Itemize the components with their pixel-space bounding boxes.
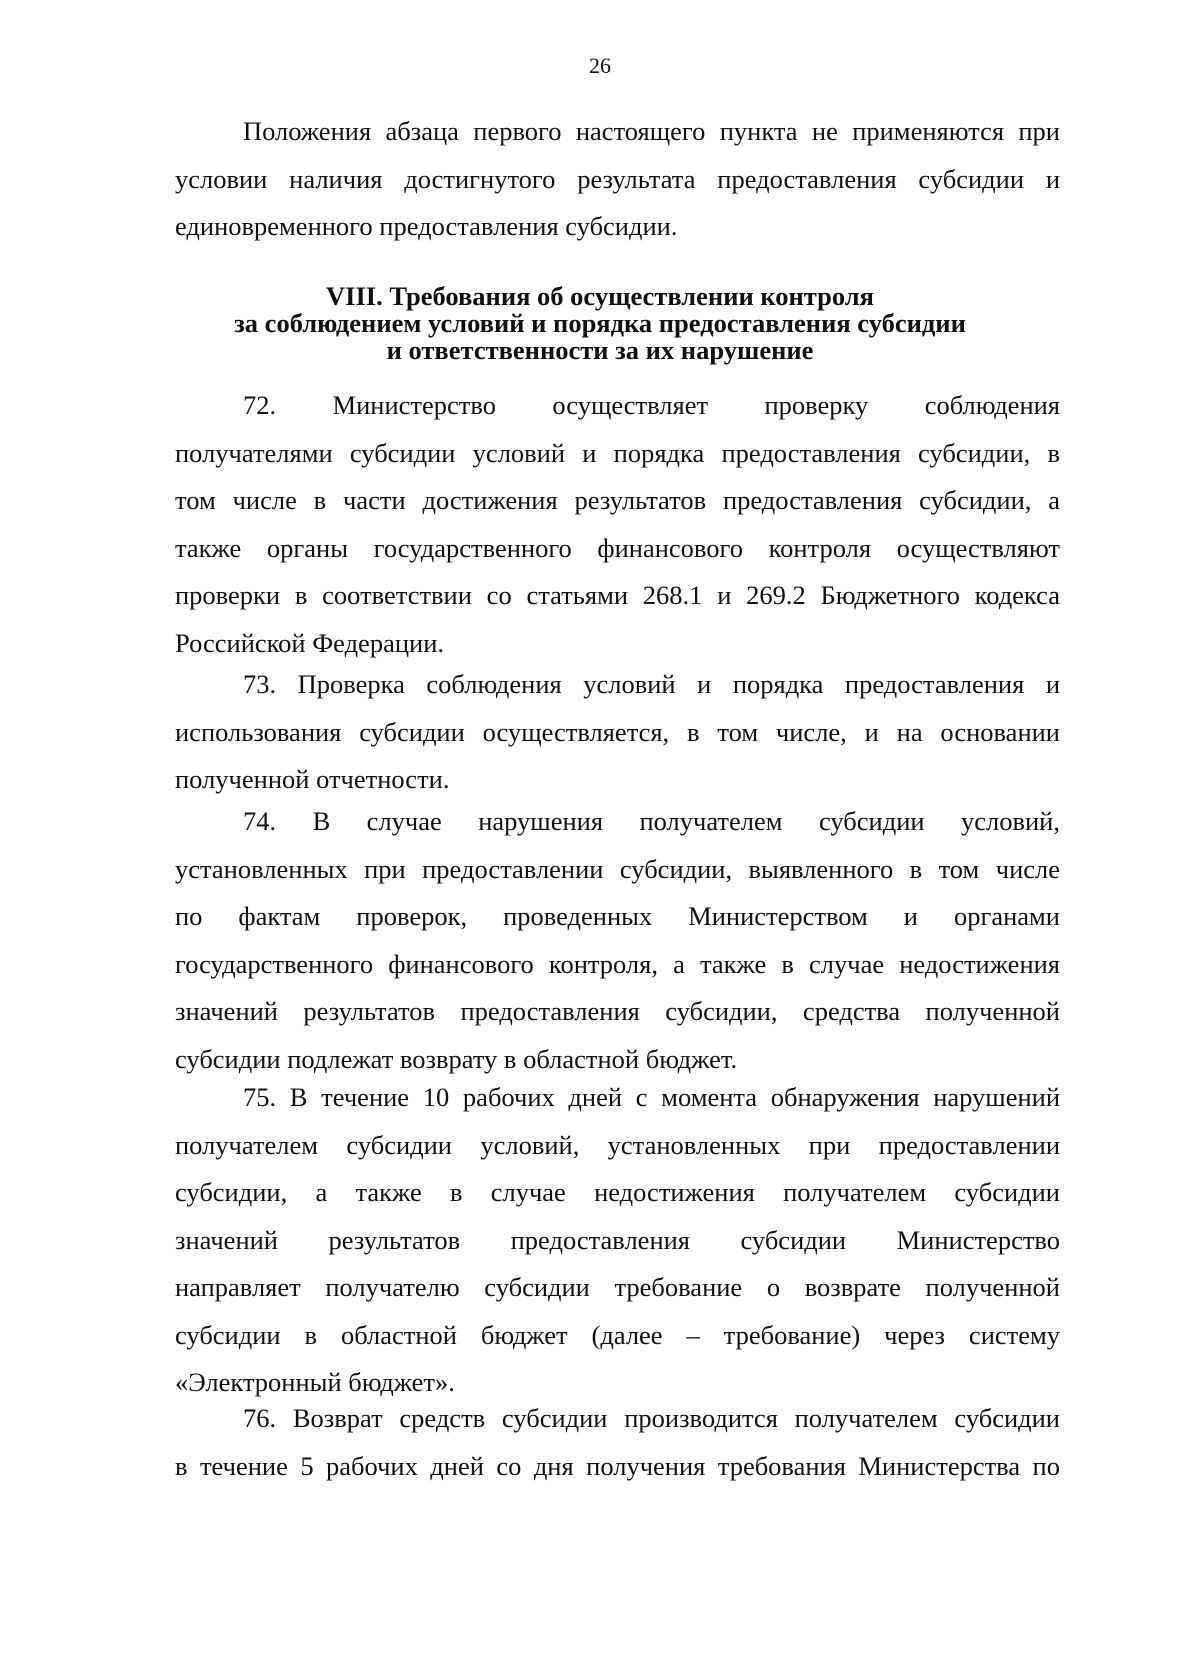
paragraph-76 [175, 1395, 1060, 1490]
intro-line: единовременного предоставления субсидии. [175, 211, 678, 241]
paragraph-line: Российской Федерации. [175, 627, 444, 658]
intro-line: Положения абзаца первого настоящего пункта не применяются при [243, 116, 1060, 146]
intro-paragraph [175, 108, 1060, 251]
section-heading-line: VIII. Требования об осуществлении контроля [326, 281, 874, 311]
paragraph-74 [175, 798, 1060, 1083]
page-number: 26 [589, 53, 611, 78]
intro-line: условии наличия достигнутого результата предоставления субсидии и [175, 163, 1060, 194]
paragraph-line: направляет получателю субсидии требование о возврате полученной [175, 1272, 1060, 1302]
paragraph-line: в течение 5 рабочих дней со дня получения требования Министерства по [175, 1450, 1060, 1481]
paragraph-line: значений результатов предоставления субсидии Министерство [175, 1224, 1060, 1255]
paragraph-line: том числе в части достижения результатов предоставления субсидии, а [175, 485, 1060, 515]
paragraph-72 [175, 382, 1060, 667]
paragraph-line: субсидии, а также в случае недостижения получателем субсидии [175, 1177, 1060, 1207]
paragraph-line: установленных при предоставлении субсидии, выявленного в том числе [175, 853, 1060, 884]
section-heading-line: за соблюдением условий и порядка предоставления субсидии [234, 308, 966, 338]
paragraph-line: значений результатов предоставления субсидии, средства полученной [175, 996, 1060, 1026]
paragraph-line: по фактам проверок, проведенных Министерством и органами [175, 901, 1060, 931]
paragraph-line: 76. Возврат средств субсидии производится получателем субсидии [243, 1403, 1060, 1433]
paragraph-line: субсидии подлежат возврату в областной бюджет. [175, 1043, 738, 1074]
section-heading [0, 283, 1200, 364]
paragraph-line: 73. Проверка соблюдения условий и порядка предоставления и [243, 669, 1060, 699]
paragraph-line: полученной отчетности. [175, 764, 450, 794]
paragraph-line: получателем субсидии условий, установленных при предоставлении [175, 1129, 1060, 1160]
paragraph-line: проверки в соответствии со статьями 268.1 и 269.2 Бюджетного кодекса [175, 580, 1060, 610]
paragraph-line: 74. В случае нарушения получателем субсидии условий, [243, 806, 1060, 836]
paragraph-line: субсидии в областной бюджет (далее – требование) через систему [175, 1319, 1060, 1350]
paragraph-line: «Электронный бюджет». [175, 1367, 455, 1397]
paragraph-line: также органы государственного финансового контроля осуществляют [175, 532, 1060, 563]
paragraph-73 [175, 661, 1060, 804]
paragraph-line: использования субсидии осуществляется, в том числе, и на основании [175, 716, 1060, 747]
paragraph-line: 72. Министерство осуществляет проверку соблюдения [243, 390, 1060, 420]
paragraph-75 [175, 1074, 1060, 1407]
paragraph-line: 75. В течение 10 рабочих дней с момента обнаружения нарушений [243, 1082, 1060, 1112]
paragraph-line: государственного финансового контроля, а также в случае недостижения [175, 948, 1060, 979]
paragraph-line: получателями субсидии условий и порядка предоставления субсидии, в [175, 437, 1060, 468]
section-heading-line: и ответственности за их нарушение [386, 335, 814, 365]
